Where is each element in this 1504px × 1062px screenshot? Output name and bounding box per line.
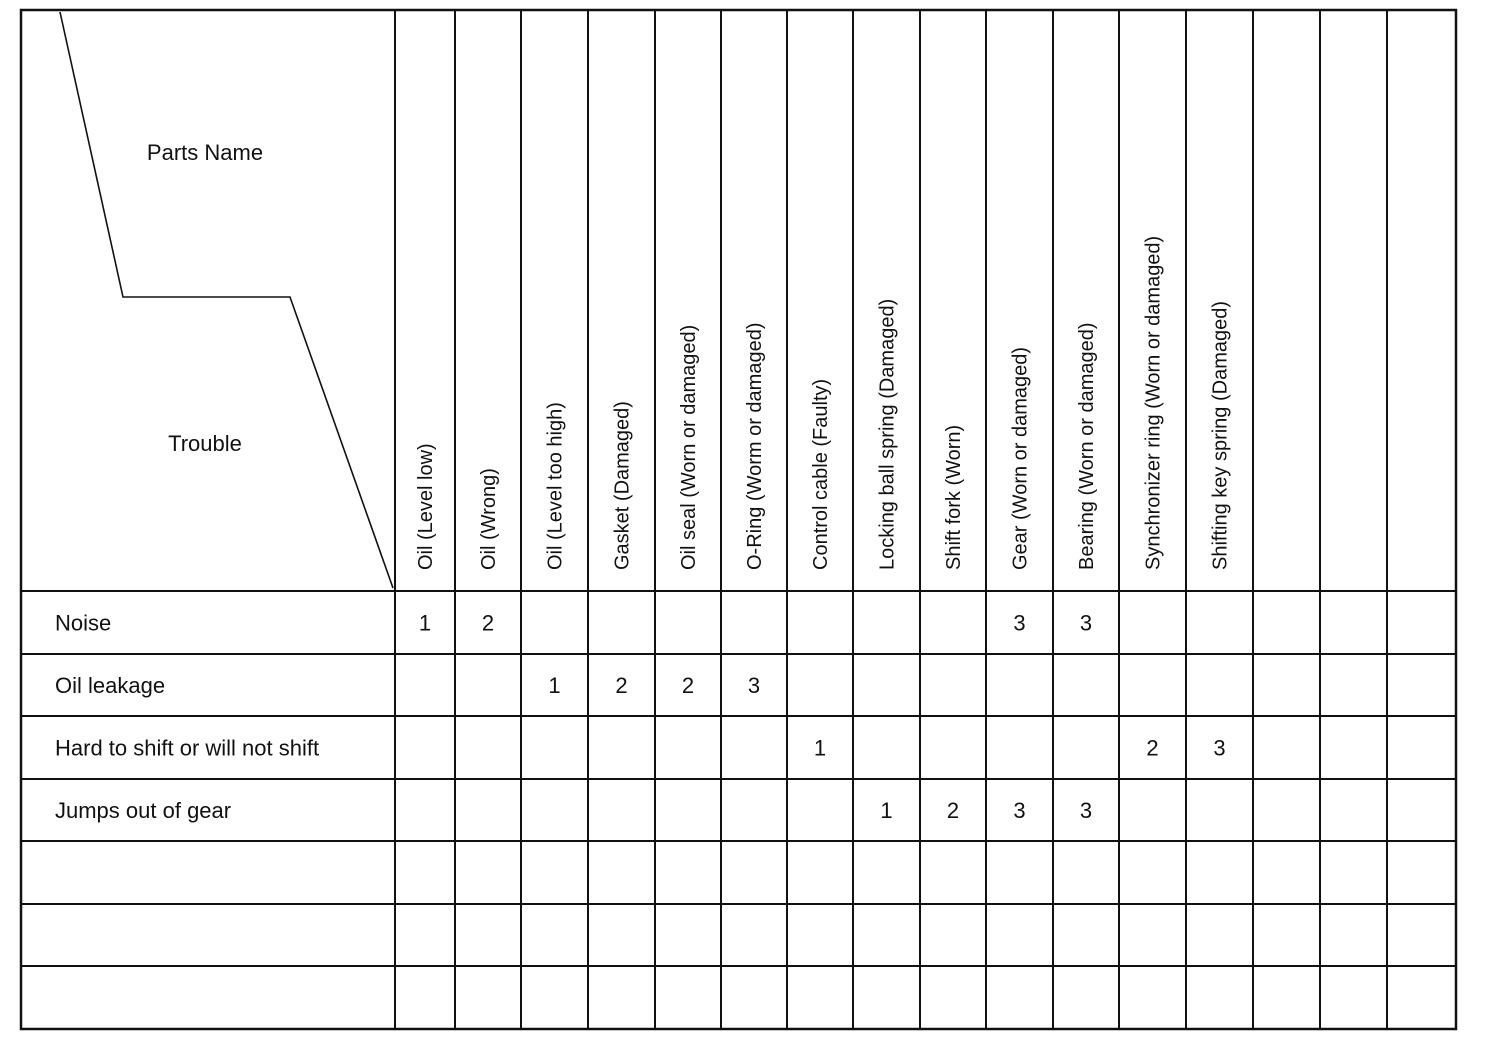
row-header: Jumps out of gear	[55, 798, 232, 823]
cell-value: 3	[747, 673, 761, 698]
cell-value: 1	[548, 673, 561, 698]
row-header: Hard to shift or will not shift	[55, 735, 320, 761]
trouble-heading: Trouble	[168, 431, 242, 456]
cell-value: 3	[1079, 610, 1093, 636]
row-header: Oil leakage	[55, 673, 166, 698]
column-header: Gear (Worn or damaged)	[1009, 346, 1032, 570]
column-header: Shift fork (Worn)	[943, 424, 965, 570]
column-header: Oil (Level too high)	[544, 402, 567, 570]
column-header: O-Ring (Worm or damaged)	[744, 322, 766, 570]
cell-value: 2	[481, 610, 495, 636]
column-header: Control cable (Faulty)	[810, 378, 832, 570]
column-header: Shifting key spring (Damaged)	[1209, 300, 1232, 570]
corner-header	[147, 140, 263, 456]
parts-name-heading: Parts Name	[146, 140, 264, 165]
cell-value: 3	[1013, 798, 1026, 823]
cell-value: 1	[813, 735, 827, 761]
column-header: Oil seal (Worn or damaged)	[678, 324, 700, 570]
cell-value: 1	[880, 798, 893, 823]
column-header: Gasket (Damaged)	[611, 401, 634, 570]
row-header: Noise	[55, 610, 112, 636]
column-header: Synchronizer ring (Worn or damaged)	[1142, 235, 1165, 570]
cell-value: 3	[1013, 610, 1026, 636]
cell-value: 3	[1213, 735, 1226, 761]
cell-value: 2	[681, 673, 695, 698]
cell-value: 2	[615, 673, 628, 698]
cell-value: 3	[1079, 798, 1093, 823]
corner-diagonal-line	[60, 12, 393, 588]
column-headers	[415, 236, 1232, 570]
column-header: Bearing (Worn or damaged)	[1076, 322, 1098, 570]
cell-value: 2	[1146, 735, 1159, 761]
column-header: Oil (Level low)	[415, 443, 437, 570]
column-header: Locking ball spring (Damaged)	[876, 298, 899, 570]
cell-value: 1	[418, 610, 432, 636]
cell-value: 2	[946, 798, 960, 823]
column-header: Oil (Wrong)	[478, 468, 500, 570]
